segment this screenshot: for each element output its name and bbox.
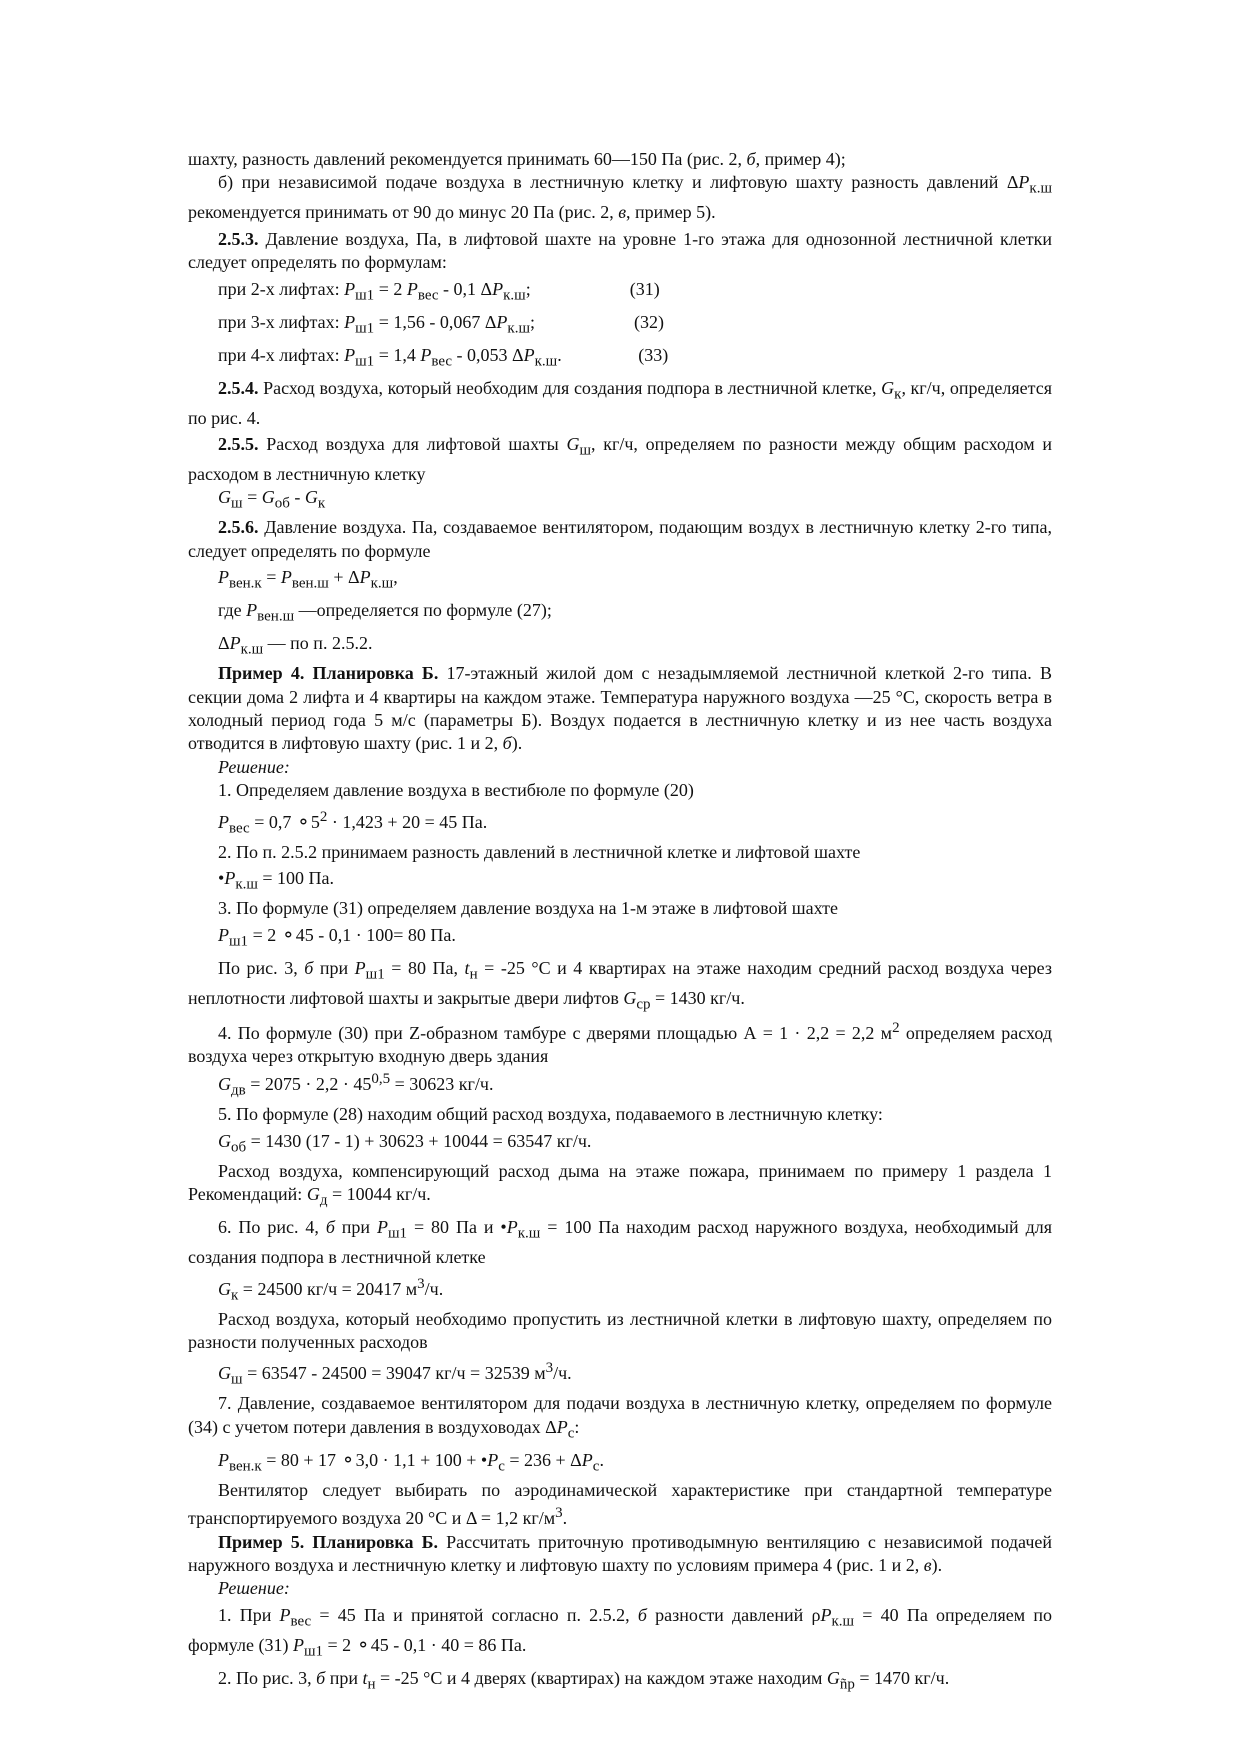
step-7: 7. Давление, создаваемое вентилятором для подачи воздуха в лестничную клетку, определяем по формуле (34) с учетом потери давления в воздуховодах $\Delta P_с$: xyxy=(188,1393,1052,1442)
section-2-5-3: 2.5.3. Давление воздуха, Па, в лифтовой шахте на уровне 1-го этажа для однозонной лестничной клетки следует определять по формулам: xyxy=(188,228,1052,273)
solution-heading-4: Решение: xyxy=(218,756,290,777)
solution-heading-5: Решение: xyxy=(218,1578,290,1599)
step-5: 5. По формуле (28) находим общий расход воздуха, подаваемого в лестничную клетку: xyxy=(218,1104,883,1125)
formula-g-shaft: $G_ш = G_{об} - G_к$ xyxy=(218,487,326,513)
paragraph-b: б) при независимой подаче воздуха в лестничную клетку и лифтовую шахту разность давлений $\Delta P_{к.ш}$ рекомендуется принимать от 90 до минус 20 Па (рис. 2, в, пример 5). xyxy=(188,172,1052,223)
formula-p-ven-k-result: $P_{вен.к} = 80 + 17$ ⚬3,0 · $1,1 + 100 + •P_с = 236 + \Delta P_с$. xyxy=(218,1449,604,1475)
formula-p-ven-k: $P_{вен.к} = P_{вен.ш} + \Delta P_{к.ш}$, xyxy=(218,567,398,592)
paragraph-fan-selection: Вентилятор следует выбирать по аэродинамической характеристике при стандартной температуре транспортируемого воздуха 20 °С и Δ = 1,2 $кг/м^3$. xyxy=(188,1479,1052,1529)
step-2: 2. По п. 2.5.2 принимаем разность давлений в лестничной клетке и лифтовой шахте xyxy=(218,841,861,862)
formula-33: при 4-х лифтах: $P_{ш1} = 1,4$ $P_{вес} - 0,053$ $\Delta P_{к.ш}$. (33) xyxy=(218,344,669,370)
paragraph-continuation: шахту, разность давлений рекомендуется принимать 60—150 Па (рис. 2, б, пример 4); xyxy=(188,149,846,169)
example-5: Пример 5. Планировка Б. Рассчитать приточную противодымную вентиляцию с независимой подачей наружного воздуха и лестничную клетку и лифтовую шахту по условиям примера 4 (рис. 1 и 2, в). xyxy=(188,1531,1052,1575)
ex5-step-1: 1. При $P_{вес} = 45$ Па и принятой согласно п. 2.5.2, б разности давлений $\rho P_{к.ш} = 40$ Па определяем по формуле (31) $P_{ш1} = 2$ ⚬45 - 0,1 · 40 = 86 Па. xyxy=(188,1604,1053,1660)
formula-g-k: $G_к = 24500$ кг/ч = 20417 $м^3/ч$. xyxy=(218,1275,444,1304)
formula-delta-p-100: $•P_{к.ш} = 100$ Па. xyxy=(218,868,335,893)
ex5-step-2: 2. По рис. 3, б при $t_н = -25$ °С и 4 дверях (квартирах) на каждом этаже находим $G_{ñр} = 1470$ кг/ч. xyxy=(218,1667,950,1693)
example-4: Пример 4. Планировка Б. 17-этажный жилой дом с незадымляемой лестничной клеткой 2-го типа. В секции дома 2 лифта и 4 квартиры на каждом этаже. Температура наружного воздуха —25 °С, скорость ветра в холодный период года 5 м/с (параметры Б). Воздух подается в лестничную клетку и из нее часть воздуха отводится в лифтовую шахту (рис. 1 и 2, б). xyxy=(188,663,1052,754)
where-p-ven-sh: где $P_{вен.ш}$ —определяется по формуле (27); xyxy=(218,600,552,625)
step-1: 1. Определяем давление воздуха в вестибюле по формуле (20) xyxy=(218,780,694,801)
formula-31: при 2-х лифтах: $P_{ш1} = 2$ $P_{вес} - 0,1$ $\Delta P_{к.ш}$; (31) xyxy=(218,278,660,304)
step-4: 4. По формуле (30) при Z-образном тамбуре с дверями площадью А = 1 · 2,2 = 2,2 $м^2$ определяем расход воздуха через открытую входную дверь здания xyxy=(188,1019,1053,1066)
document-page xyxy=(188,148,1052,1697)
where-delta-p: $\Delta P_{к.ш}$ — по п. 2.5.2. xyxy=(218,633,373,658)
formula-32: при 3-х лифтах: $P_{ш1} = 1,56 - 0,067$ $\Delta P_{к.ш}$; (32) xyxy=(218,311,665,337)
paragraph-shaft-flow: Расход воздуха, который необходимо пропустить из лестничной клетки в лифтовую шахту, определяем по разности полученных расходов xyxy=(188,1308,1052,1352)
paragraph-g-d: Расход воздуха, компенсирующий расход дыма на этаже пожара, принимаем по примеру 1 раздела 1 Рекомендаций: $G_д = 10044$ кг/ч. xyxy=(188,1160,1052,1209)
formula-p-ves: $P_{вес} = 0,7$ $⚬5^2 \cdot 1,423 + 20 = 45$ Па. xyxy=(218,808,488,837)
formula-p-sh1-80: $P_{ш1} = 2$ ⚬45 - 0,1 · 100= 80 Па. xyxy=(218,924,456,950)
paragraph-fig3: По рис. 3, б при $P_{ш1} = 80$ Па, $t_н = -25$ °С и 4 квартирах на этаже находим средний расход воздуха через неплотности лифтовой шахты и закрытые двери лифтов $G_{ср} = 1430$ кг/ч. xyxy=(188,957,1053,1013)
step-6: 6. По рис. 4, б при $P_{ш1} = 80$ Па и $•P_{к.ш} = 100$ Па находим расход наружного воздуха, необходимый для создания подпора в лестничной клетке xyxy=(188,1217,1052,1268)
section-2-5-5: 2.5.5. Расход воздуха для лифтовой шахты $G_ш$, кг/ч, определяем по разности между общим расходом и расходом в лестничную клетку xyxy=(188,434,1052,485)
formula-g-dv: $G_{дв} = 2075 \cdot 2,2 \cdot 45^{0,5} = 30623$ кг/ч. xyxy=(218,1071,494,1099)
formula-g-ob: $G_{об} = 1430$ (17 - 1) + 30623 + 10044 = 63547 кг/ч. xyxy=(218,1130,592,1156)
step-3: 3. По формуле (31) определяем давление воздуха на 1-м этаже в лифтовой шахте xyxy=(218,898,838,919)
section-2-5-6: 2.5.6. Давление воздуха. Па, создаваемое вентилятором, подающим воздух в лестничную клетку 2-го типа, следует определять по формуле xyxy=(188,517,1052,561)
section-2-5-4: 2.5.4. Расход воздуха, который необходим для создания подпора в лестничной клетке, $G_к$, кг/ч, определяется по рис. 4. xyxy=(188,377,1052,428)
formula-g-sh-result: $G_ш = 63547 - 24500 = 39047$ кг/ч = 32539 $м^3/ч$. xyxy=(218,1360,572,1388)
